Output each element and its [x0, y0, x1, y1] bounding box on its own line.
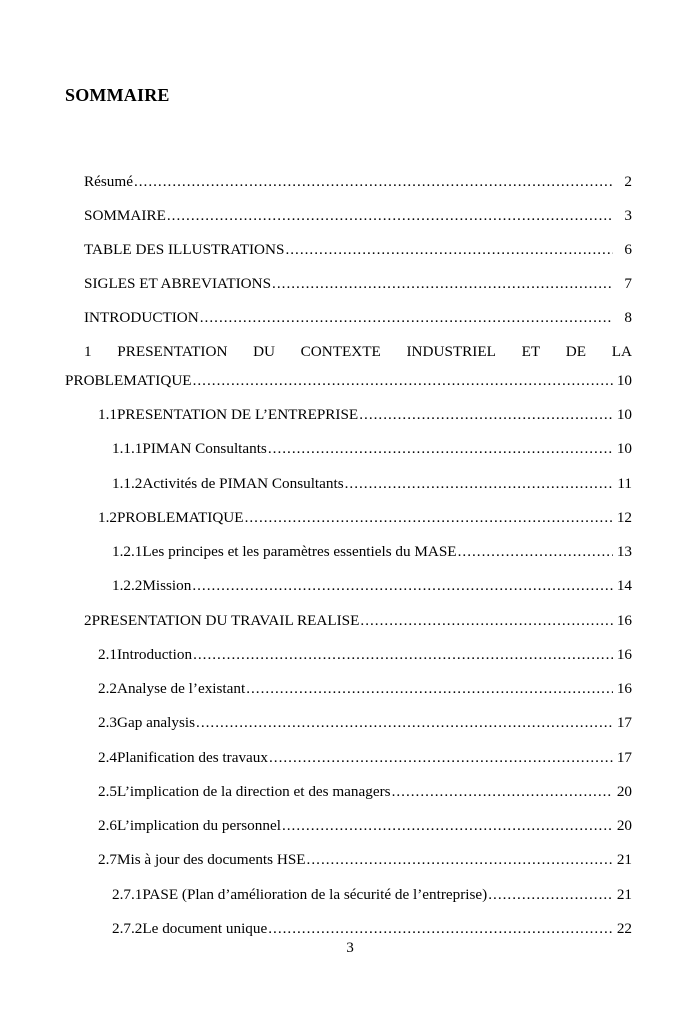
toc-entry-number: 2.7.2 [112, 920, 143, 937]
toc-entry-label: Résumé [84, 173, 133, 190]
toc-entry-label: INTRODUCTION [84, 309, 199, 326]
toc-entry-label: Introduction [116, 646, 193, 663]
toc-entry-number: 1.1 [98, 406, 117, 423]
toc-entry-2-3[interactable] [98, 714, 632, 732]
toc-entry-page: 13 [616, 543, 632, 560]
page-number: 3 [346, 939, 354, 956]
toc-entry-page: 10 [616, 440, 632, 457]
toc-entry-word: DU [253, 343, 276, 360]
toc-entry-page: 16 [616, 680, 632, 697]
toc-leader-dots [458, 543, 613, 561]
toc-entry-page: 21 [616, 851, 632, 868]
toc-entry-1-1-2[interactable] [112, 475, 632, 493]
toc-leader-dots [200, 309, 613, 327]
toc-entry-number: 2.7 [98, 851, 117, 868]
toc-entry-label: Gap analysis [116, 714, 196, 731]
toc-entry-number: 1.1.2 [112, 475, 143, 492]
toc-entry-2-1[interactable] [98, 646, 632, 664]
toc-leader-dots [392, 783, 613, 801]
toc-leader-dots [268, 440, 613, 458]
toc-leader-dots [488, 886, 613, 904]
toc-entry-label: SOMMAIRE [84, 207, 166, 224]
toc-entry-number: 2 [84, 612, 92, 629]
toc-entry-1-1[interactable] [98, 406, 632, 424]
toc-entry-page: 10 [616, 372, 632, 389]
toc-entry-label: Analyse de l’existant [116, 680, 246, 697]
toc-entry-number: 2.6 [98, 817, 117, 834]
toc-entry-page: 11 [617, 475, 632, 492]
toc-entry-label: Planification des travaux [116, 749, 268, 766]
toc-entry-chapter-1-line-2[interactable] [65, 372, 632, 390]
toc-leader-dots [268, 920, 613, 938]
toc-entry-2-6[interactable] [98, 817, 632, 835]
toc-entry-2-2[interactable] [98, 680, 632, 698]
toc-entry-table-des-illustrations[interactable] [84, 241, 632, 259]
toc-entry-label: Le document unique [142, 920, 268, 937]
toc-leader-dots [134, 173, 613, 191]
toc-leader-dots [360, 612, 613, 630]
toc-entry-number: 1 [84, 343, 92, 360]
toc-leader-dots [196, 714, 613, 732]
toc-entry-label: L’implication de la direction et des managers [116, 783, 391, 800]
toc-entry-number: 1.1.1 [112, 440, 143, 457]
toc-entry-page: 16 [616, 612, 632, 629]
toc-entry-page: 8 [624, 309, 632, 326]
toc-entry-label: TABLE DES ILLUSTRATIONS [84, 241, 285, 258]
toc-entry-page: 20 [616, 817, 632, 834]
toc-entry-number: 1.2 [98, 509, 117, 526]
toc-entry-page: 21 [616, 886, 632, 903]
toc-entry-sommaire[interactable] [84, 207, 632, 225]
toc-entry-2-7[interactable] [98, 851, 632, 869]
toc-entry-1-2-1[interactable] [112, 543, 632, 561]
toc-leader-dots [285, 241, 613, 259]
toc-entry-number: 1.2.2 [112, 577, 143, 594]
toc-leader-dots [193, 646, 613, 664]
toc-entry-label: PASE (Plan d’amélioration de la sécurité de l’entreprise) [142, 886, 488, 903]
toc-entry-introduction[interactable] [84, 309, 632, 327]
toc-entry-number: 1.2.1 [112, 543, 143, 560]
toc-entry-2-4[interactable] [98, 749, 632, 767]
toc-entry-label: L’implication du personnel [116, 817, 281, 834]
toc-entry-number: 2.7.1 [112, 886, 143, 903]
toc-entry-page: 2 [624, 173, 632, 190]
toc-entry-number: 2.5 [98, 783, 117, 800]
toc-entry-page: 3 [624, 207, 632, 224]
toc-leader-dots [359, 406, 613, 424]
toc-entry-number: 2.3 [98, 714, 117, 731]
toc-entry-page: 22 [616, 920, 632, 937]
toc-entry-2-7-1[interactable] [112, 886, 632, 904]
toc-entry-label: PROBLEMATIQUE [116, 509, 244, 526]
toc-entry-1-2-2[interactable] [112, 577, 632, 595]
toc-entry-label: Mis à jour des documents HSE [116, 851, 306, 868]
toc-entry-page: 20 [616, 783, 632, 800]
toc-entry-label: PRESENTATION DE L’ENTREPRISE [116, 406, 359, 423]
toc-leader-dots [245, 509, 613, 527]
toc-entry-label: PRESENTATION DU TRAVAIL REALISE [91, 612, 360, 629]
toc-entry-2-7-2[interactable] [112, 920, 632, 938]
toc-entry-word: ET [521, 343, 541, 360]
toc-leader-dots [167, 207, 613, 225]
toc-entry-2-5[interactable] [98, 783, 632, 801]
toc-entry-word: INDUSTRIEL [406, 343, 496, 360]
toc-entry-page: 6 [624, 241, 632, 258]
toc-entry-word: LA [611, 343, 632, 360]
toc-entry-word: CONTEXTE [300, 343, 381, 360]
toc-leader-dots [307, 851, 613, 869]
toc-entry-page: 7 [624, 275, 632, 292]
toc-entry-word: DE [565, 343, 587, 360]
toc-leader-dots [192, 577, 613, 595]
toc-entry-sigles[interactable] [84, 275, 632, 293]
toc-leader-dots [193, 372, 613, 390]
toc-entry-label: PIMAN Consultants [142, 440, 267, 457]
toc-entry-page: 12 [616, 509, 632, 526]
toc-entry-page: 17 [616, 714, 632, 731]
toc-leader-dots [282, 817, 613, 835]
toc-entry-page: 16 [616, 646, 632, 663]
toc-entry-resume[interactable] [84, 173, 632, 191]
toc-entry-label: Activités de PIMAN Consultants [142, 475, 344, 492]
toc-leader-dots [272, 275, 613, 293]
toc-leader-dots [345, 475, 613, 493]
toc-entry-label: Les principes et les paramètres essentiels du MASE [142, 543, 457, 560]
toc-entry-number: 2.4 [98, 749, 117, 766]
toc-entry-chapter-1-line-1[interactable] [84, 343, 632, 361]
toc-entry-1-2[interactable] [98, 509, 632, 527]
toc-entry-1-1-1[interactable] [112, 440, 632, 458]
toc-entry-page: 10 [616, 406, 632, 423]
toc-entry-label: Mission [142, 577, 192, 594]
toc-entry-number: 2.2 [98, 680, 117, 697]
toc-entry-label: PROBLEMATIQUE [65, 372, 192, 389]
page-title: SOMMAIRE [65, 85, 170, 105]
toc-entry-chapter-2[interactable] [84, 612, 632, 630]
toc-entry-word: PRESENTATION [117, 343, 228, 360]
toc-entry-number: 2.1 [98, 646, 117, 663]
toc-leader-dots [246, 680, 613, 698]
toc-leader-dots [269, 749, 613, 767]
toc-entry-page: 17 [616, 749, 632, 766]
toc-entry-label: SIGLES ET ABREVIATIONS [84, 275, 272, 292]
toc-entry-page: 14 [616, 577, 632, 594]
